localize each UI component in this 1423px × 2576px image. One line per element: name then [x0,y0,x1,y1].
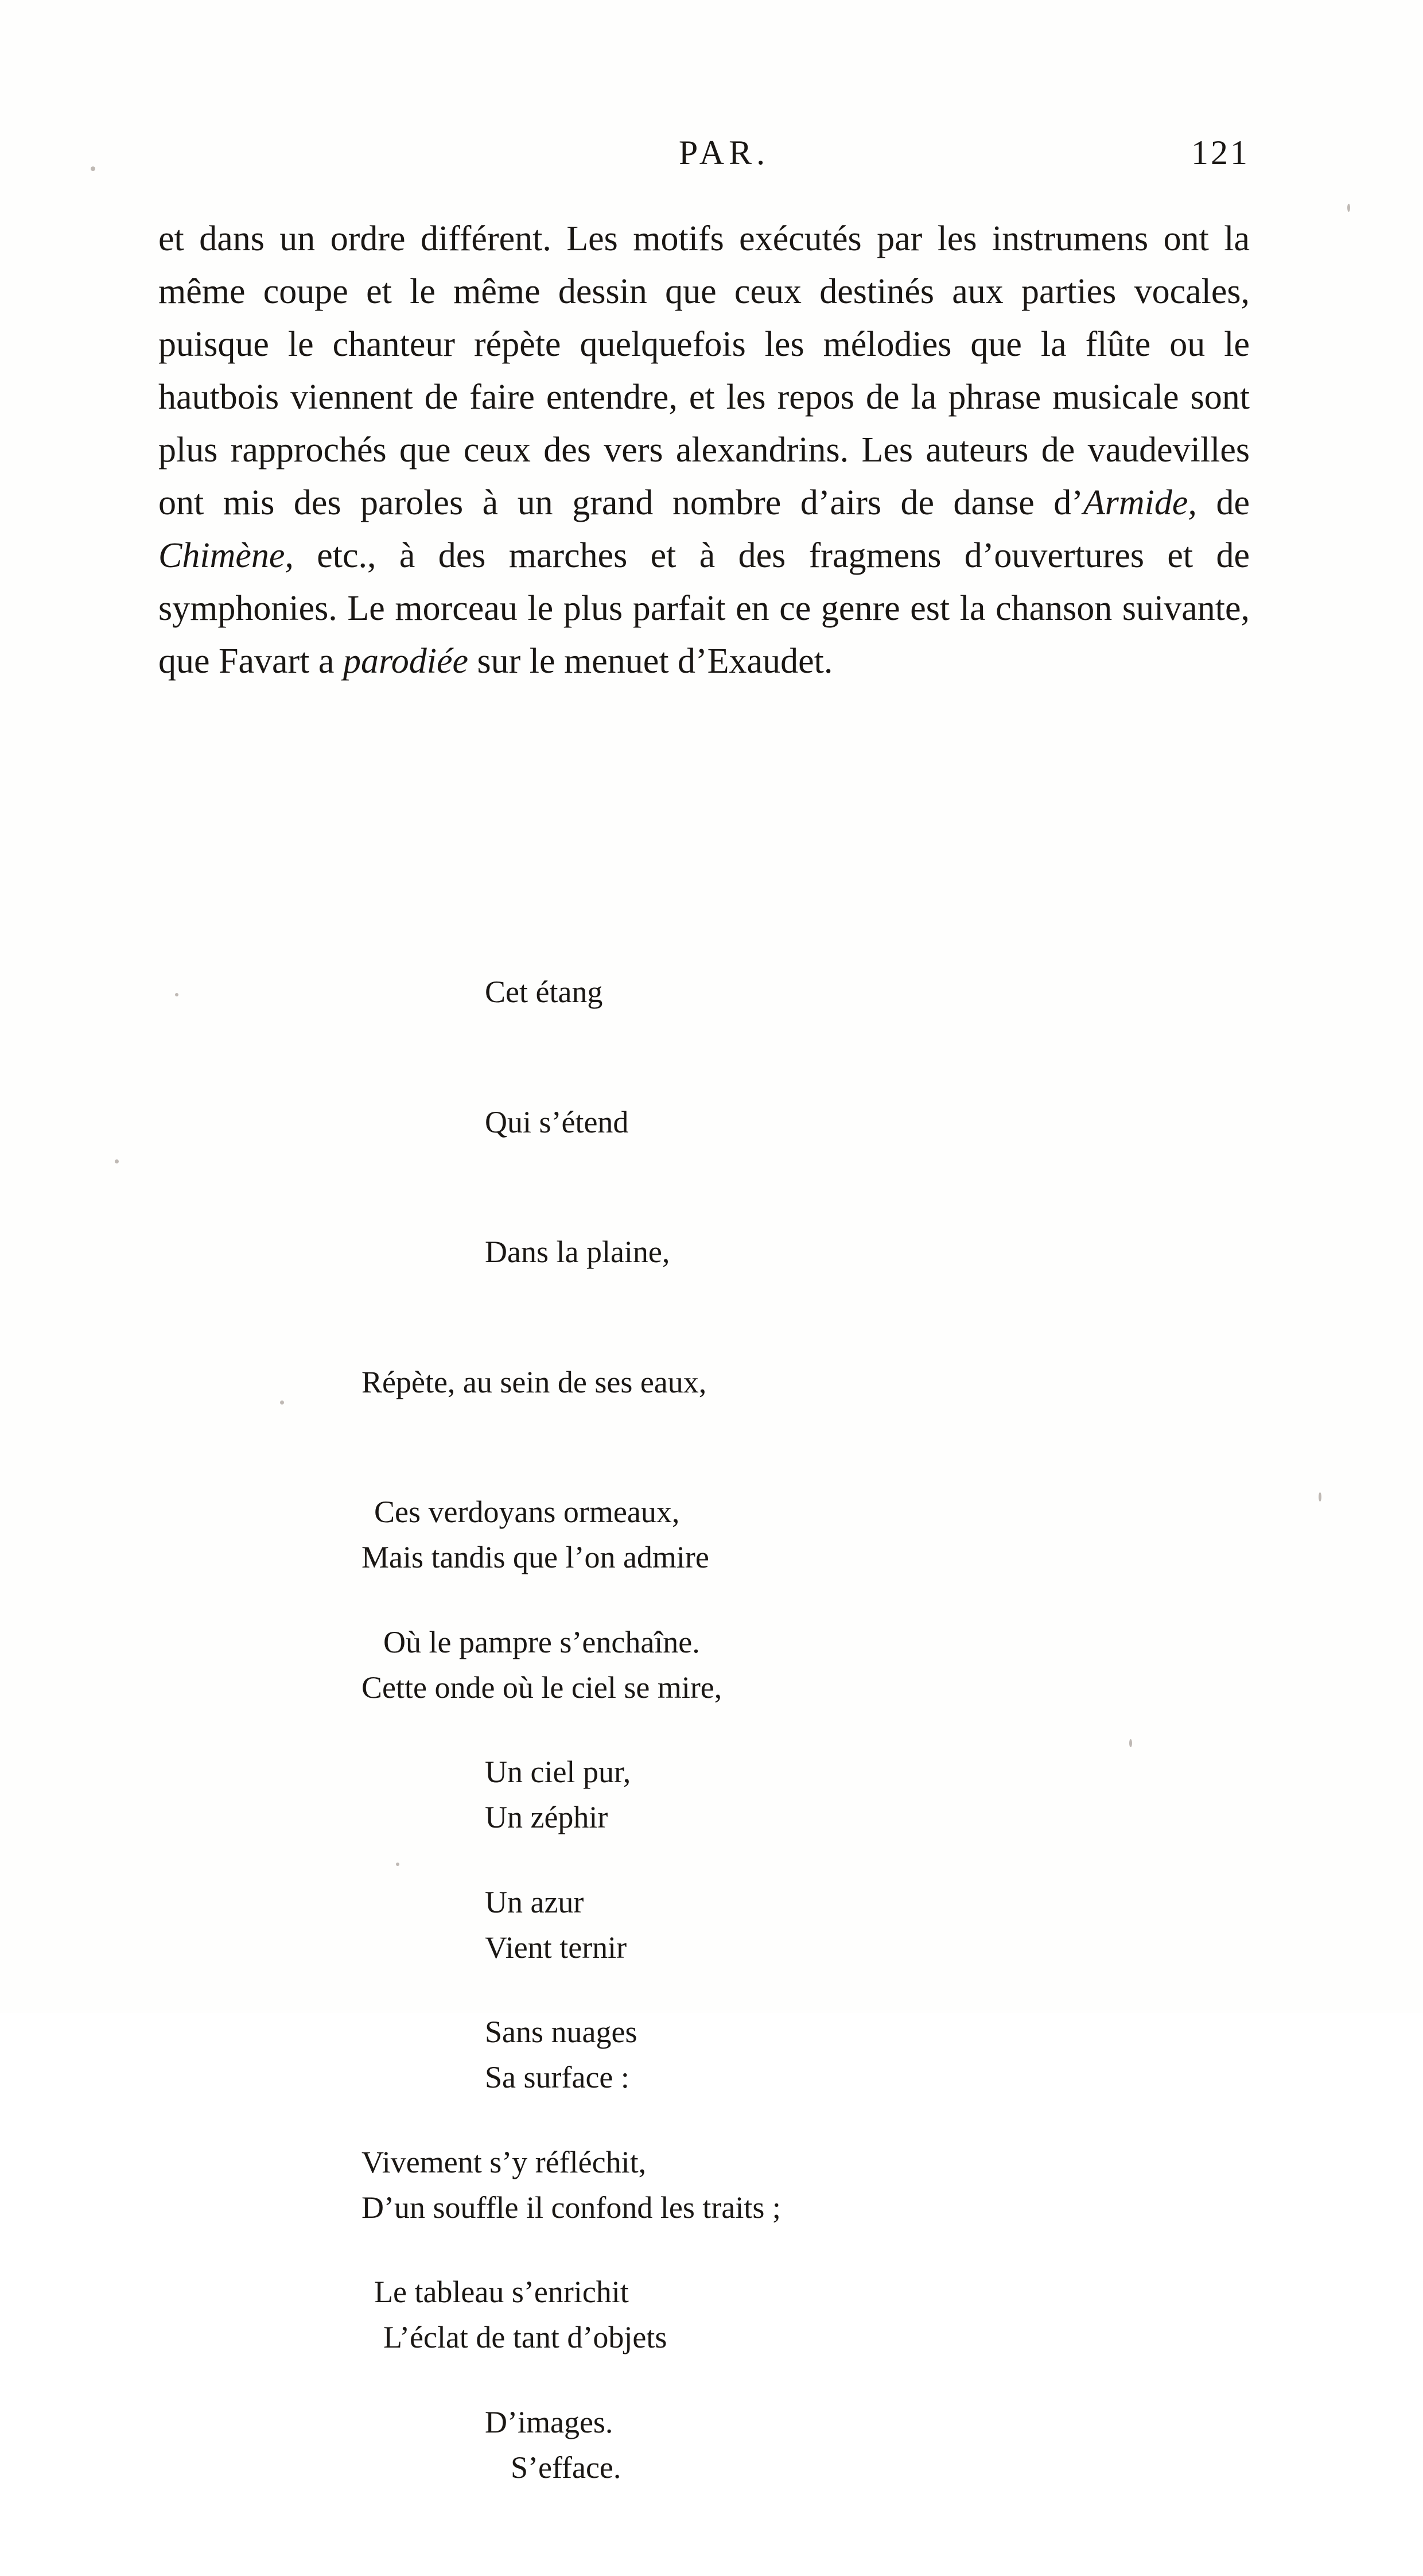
verse-line: Qui s’étend [485,1104,629,1139]
verse-line: Un zéphir [485,1800,608,1834]
verse-line: Vivement s’y réfléchit, [361,2144,647,2179]
body-paragraph [158,212,1250,688]
verse-line: S’efface. [511,2450,621,2485]
paper-speck [115,1159,119,1163]
work-title-armide: Armide, [1083,483,1197,522]
verse-line: Dans la plaine, [485,1235,670,1269]
paper-speck [1129,1739,1132,1747]
paragraph-part-1: et dans un ordre différent. Les motifs exécutés par les instrumens ont la même coupe et le même dessin que ceux destinés aux parties vocales, puisque le chanteur répète quelquefois les mélodies que la flûte ou le hautbois viennent de faire entendre, et les repos de la phrase musicale sont plus rapprochés que ceux des vers alexandrins. Les auteurs de vaudevilles ont mis des paroles à un grand nombre d’airs de danse d’ [158,219,1250,522]
paper-speck [1347,204,1350,212]
verse-line: Un ciel pur, [485,1755,631,1789]
verse-line: Cette onde où le ciel se mire, [361,1670,722,1705]
paragraph-part-2: de [1196,483,1250,522]
work-title-chimene: Chimène, [158,536,294,575]
verse-line: Où le pampre s’enchaîne. [383,1624,700,1659]
paragraph-part-3: etc., à des marches et à des fragmens d’ouvertures et de symphonies. Le morceau le plus parfait en ce genre est la chanson suivante, que Favart a [158,536,1250,681]
verse-line: Un azur [485,1884,584,1919]
page-number: 121 [1191,134,1250,172]
verse-line: Sa surface : [485,2060,629,2094]
verse-line: Mais tandis que l’on admire [361,1540,709,1574]
verse-line: L’éclat de tant d’objets [383,2320,667,2354]
verse-line: Cet étang [485,975,603,1009]
verse-line: Répète, au sein de ses eaux, [361,1364,707,1399]
verse-line: Le tableau s’enrichit [374,2275,629,2309]
paper-speck [280,1400,284,1405]
running-head [158,133,1250,179]
verse-line: Sans nuages [485,2015,637,2049]
paper-speck [396,1863,399,1866]
paper-speck [91,166,95,171]
paragraph-part-4: sur le menuet d’Exaudet. [468,642,833,681]
verse-line: Ces verdoyans ormeaux, [374,1495,680,1529]
paragraph-text [158,212,1250,688]
italic-word-parodiee: parodiée [343,642,469,681]
paper-speck [175,993,178,996]
paper-speck [1319,1492,1321,1502]
running-title: PAR. [678,134,770,172]
verse-line: D’un souffle il confond les traits ; [361,2190,781,2225]
verse-line: D’images. [485,2404,613,2439]
verse-line: Vient ternir [485,1930,627,1965]
